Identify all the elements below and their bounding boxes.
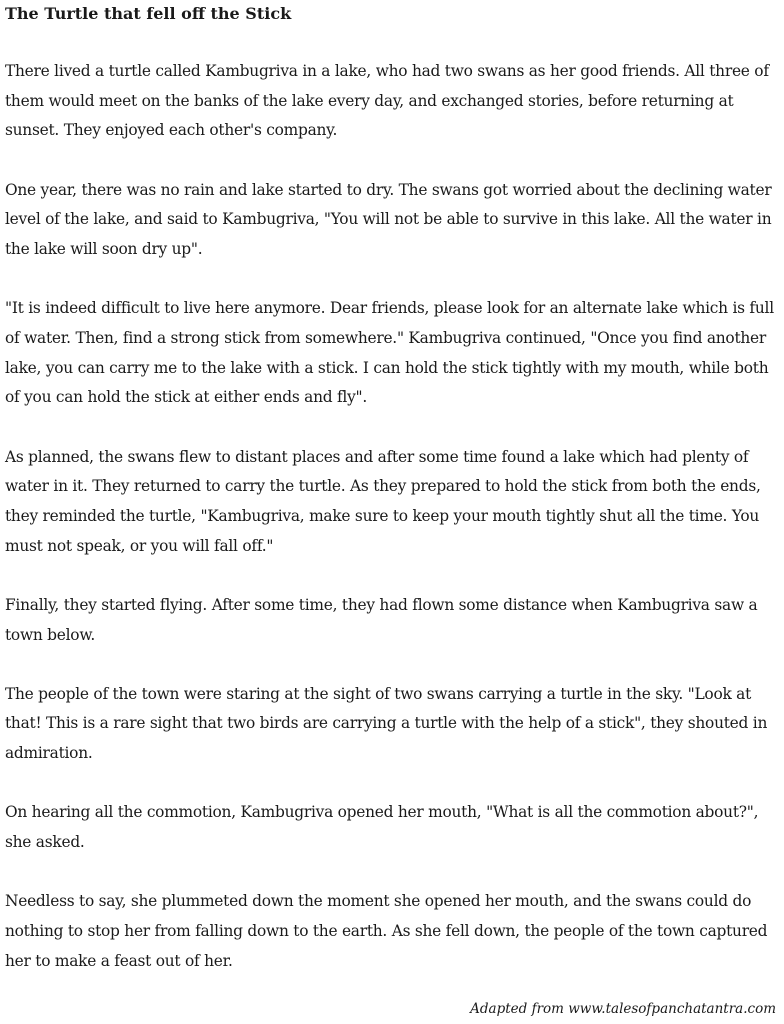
- story-paragraph: On hearing all the commotion, Kambugriva opened her mouth, "What is all the commotion about?", she asked.: [5, 803, 759, 852]
- story-paragraph: There lived a turtle called Kambugriva in a lake, who had two swans as her good friends. All three of them would meet on the banks of the lake every day, and exchanged stories, before returning at sunset. They enjoyed each other's company.: [5, 62, 769, 140]
- story-paragraph: "It is indeed difficult to live here anymore. Dear friends, please look for an alternate lake which is full of water. Then, find a strong stick from somewhere." Kambugriva continued, "Once you find another lake, you can carry me to the lake with a stick. I can hold the stick tightly with my mouth, while both of you can hold the stick at either ends and fly".: [5, 299, 774, 407]
- story-page: [5, 0, 777, 976]
- story-title: The Turtle that fell off the Stick: [5, 4, 292, 23]
- source-credit: Adapted from www.talesofpanchatantra.com: [470, 1001, 776, 1017]
- story-paragraph: The people of the town were staring at the sight of two swans carrying a turtle in the sky. "Look at that! This is a rare sight that two birds are carrying a turtle with the help of a stick", they shouted in admiration.: [5, 684, 768, 763]
- story-paragraph: One year, there was no rain and lake started to dry. The swans got worried about the declining water level of the lake, and said to Kambugriva, "You will not be able to survive in this lake. All the water in the lake will soon dry up".: [5, 180, 772, 259]
- story-paragraph: As planned, the swans flew to distant places and after some time found a lake which had plenty of water in it. They returned to carry the turtle. As they prepared to hold the stick from both the ends, they reminded the turtle, "Kambugriva, make sure to keep your mouth tightly shut all the time. You must not speak, or you will fall off.": [5, 447, 761, 555]
- story-paragraph: Finally, they started flying. After some time, they had flown some distance when Kambugriva saw a town below.: [5, 595, 758, 644]
- story-paragraph: Needless to say, she plummeted down the moment she opened her mouth, and the swans could do nothing to stop her from falling down to the earth. As she fell down, the people of the town captured her to make a feast out of her.: [5, 892, 768, 970]
